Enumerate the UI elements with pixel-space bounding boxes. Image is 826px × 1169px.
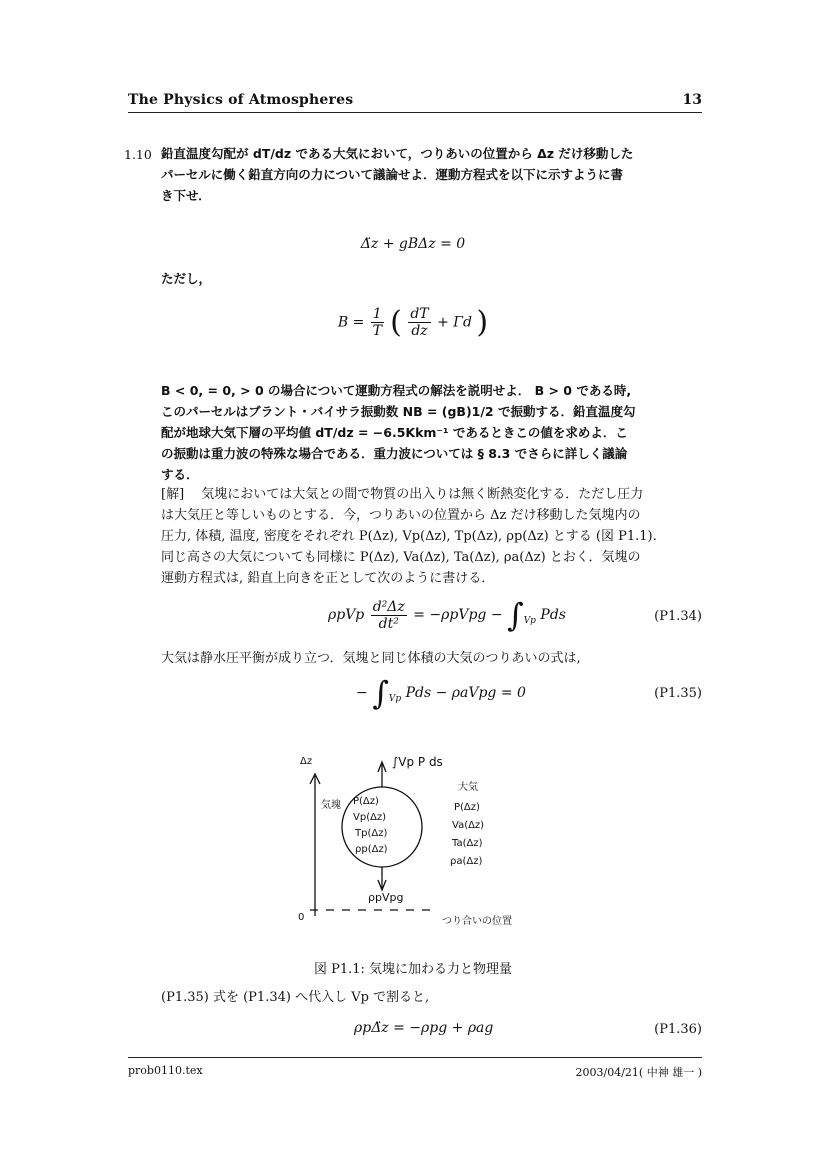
solution-line-4: 同じ高さの大気についても同様に P(Δz), Va(Δz), Ta(Δz), ρa(Δz) とおく．気塊の [161,550,641,565]
right-label-3: Ta(Δz) [452,838,483,849]
down-force-arrow [378,867,386,890]
eq134-int-sub: Vp [523,615,536,626]
solution-line-6: 大気は静水圧平衡が成り立つ．気塊と同じ体積の大気のつりあいの式は, [161,651,581,666]
problem-statement [161,143,704,206]
footer-rule [128,1057,702,1058]
statement-line-2: パーセルに働く鉛直方向の力について議論せよ．運動方程式を以下に示すように書 [161,167,624,182]
eqnum-P1-36: (P1.36) [654,1022,702,1037]
solution-line-1: [解] 気塊においては大気との間で物質の出入りは無く断熱変化する．ただし圧力 [161,487,644,502]
eqB-frac: $\frac{1}{T}$ [372,306,382,339]
equation-B: B = $\frac{1}{T}$ ( $\frac{dT}{dz}$ + Γd ) [337,305,489,340]
right-label-1: P(Δz) [454,802,480,813]
solution-line-5: 運動方程式は, 鉛直上向きを正として次のように書ける． [161,571,495,586]
figure-caption: 図 P1.1: 気塊に加わる力と物理量 [313,962,513,977]
eq135-tail: Pds − ρaVpg = 0 [405,685,526,701]
page-number: 13 [682,92,702,108]
eq134-rhs: = −ρpVpg − [413,607,503,623]
equation-P1-34 [328,596,566,634]
axis-top-label: Δz [300,756,313,767]
solution-line-2: は大気圧と等しいものとする．今，つりあいの位置から Δz だけ移動した気塊内の [161,508,641,523]
force-top-label: ∫Vp P ds [392,755,443,769]
problem-paragraph [161,380,704,485]
tadashi-text: ただし， [161,271,212,286]
para-line-5: する． [161,467,199,482]
running-title: The Physics of Atmospheres [128,92,354,108]
statement-line-3: き下せ． [161,188,211,203]
origin-label: 0 [298,912,305,923]
inside-label-2: Vp(Δz) [353,812,387,823]
eq134-frac: $\frac{\text{d²Δz}}{\text{dt²}}$ [372,598,405,632]
equilibrium-position-label: つり合いの位置 [442,916,512,927]
integral-sign: ∫ [372,674,389,712]
eqnum-P1-35: (P1.35) [654,686,702,701]
solution-paragraph [161,484,704,589]
solution-line-7: (P1.35) 式を (P1.34) へ代入し Vp で割ると, [161,990,430,1005]
up-force-arrow [378,762,386,787]
integral-sign: ∫ [507,596,524,634]
para-line-4: の振動は重力波の特殊な場合である．重力波については § 8.3 でさらに詳しく議論 [161,446,628,461]
para-line-2: このパーセルはブラント・バイサラ振動数 NB = (gB)1/2 で振動する．鉛直温度勾 [161,404,636,419]
equation-P1-36: ρpΔ̈z = −ρpg + ρag [354,1020,494,1036]
footer-date-author: 2003/04/21( 中神 雄一 ) [575,1066,702,1079]
eqnum-P1-34: (P1.34) [654,609,702,624]
right-title: 大気 [458,782,478,793]
equation-main: Δ̈z + gBΔz = 0 [360,236,466,252]
eq134-tail: Pds [540,607,566,623]
footer-filename: prob0110.tex [128,1064,203,1077]
para-line-1: B < 0, = 0, > 0 の場合について運動方程式の解法を説明せよ． B > 0 である時, [161,383,632,398]
force-bottom-label: ρpVpg [368,891,404,904]
eqB-tail: + Γd [437,314,472,331]
para-line-3: 配が地球大気下層の平均値 dT/dz = −6.5Kkm⁻¹ であるときこの値を求めよ．こ [161,425,628,440]
solution-line-3: 圧力, 体積, 温度, 密度をそれぞれ P(Δz), Vp(Δz), Tp(Δz), ρp(Δz) とする (図 P1.1). [161,529,657,544]
axis-side-label: 気塊 [321,800,341,811]
eqB-inner-frac: $\frac{dT}{dz}$ [410,306,429,339]
eq135-lead: − [356,685,368,701]
header-rule [128,112,702,113]
eq134-lhs: ρpVp [328,607,365,623]
figure-P1-1 [290,738,540,936]
inside-label-4: ρp(Δz) [355,844,388,855]
right-label-2: Va(Δz) [452,820,485,831]
right-label-4: ρa(Δz) [450,856,483,867]
inside-label-3: Tp(Δz) [355,828,388,839]
statement-line-1: 鉛直温度勾配が dT/dz である大気において，つりあいの位置から Δz だけ移動した [161,146,634,161]
eq135-int-sub: Vp [388,693,402,704]
equation-P1-35 [356,674,526,712]
problem-number: 1.10 [124,147,152,162]
inside-label-1: P(Δz) [353,796,379,807]
eqB-lhs: B = [337,314,365,331]
